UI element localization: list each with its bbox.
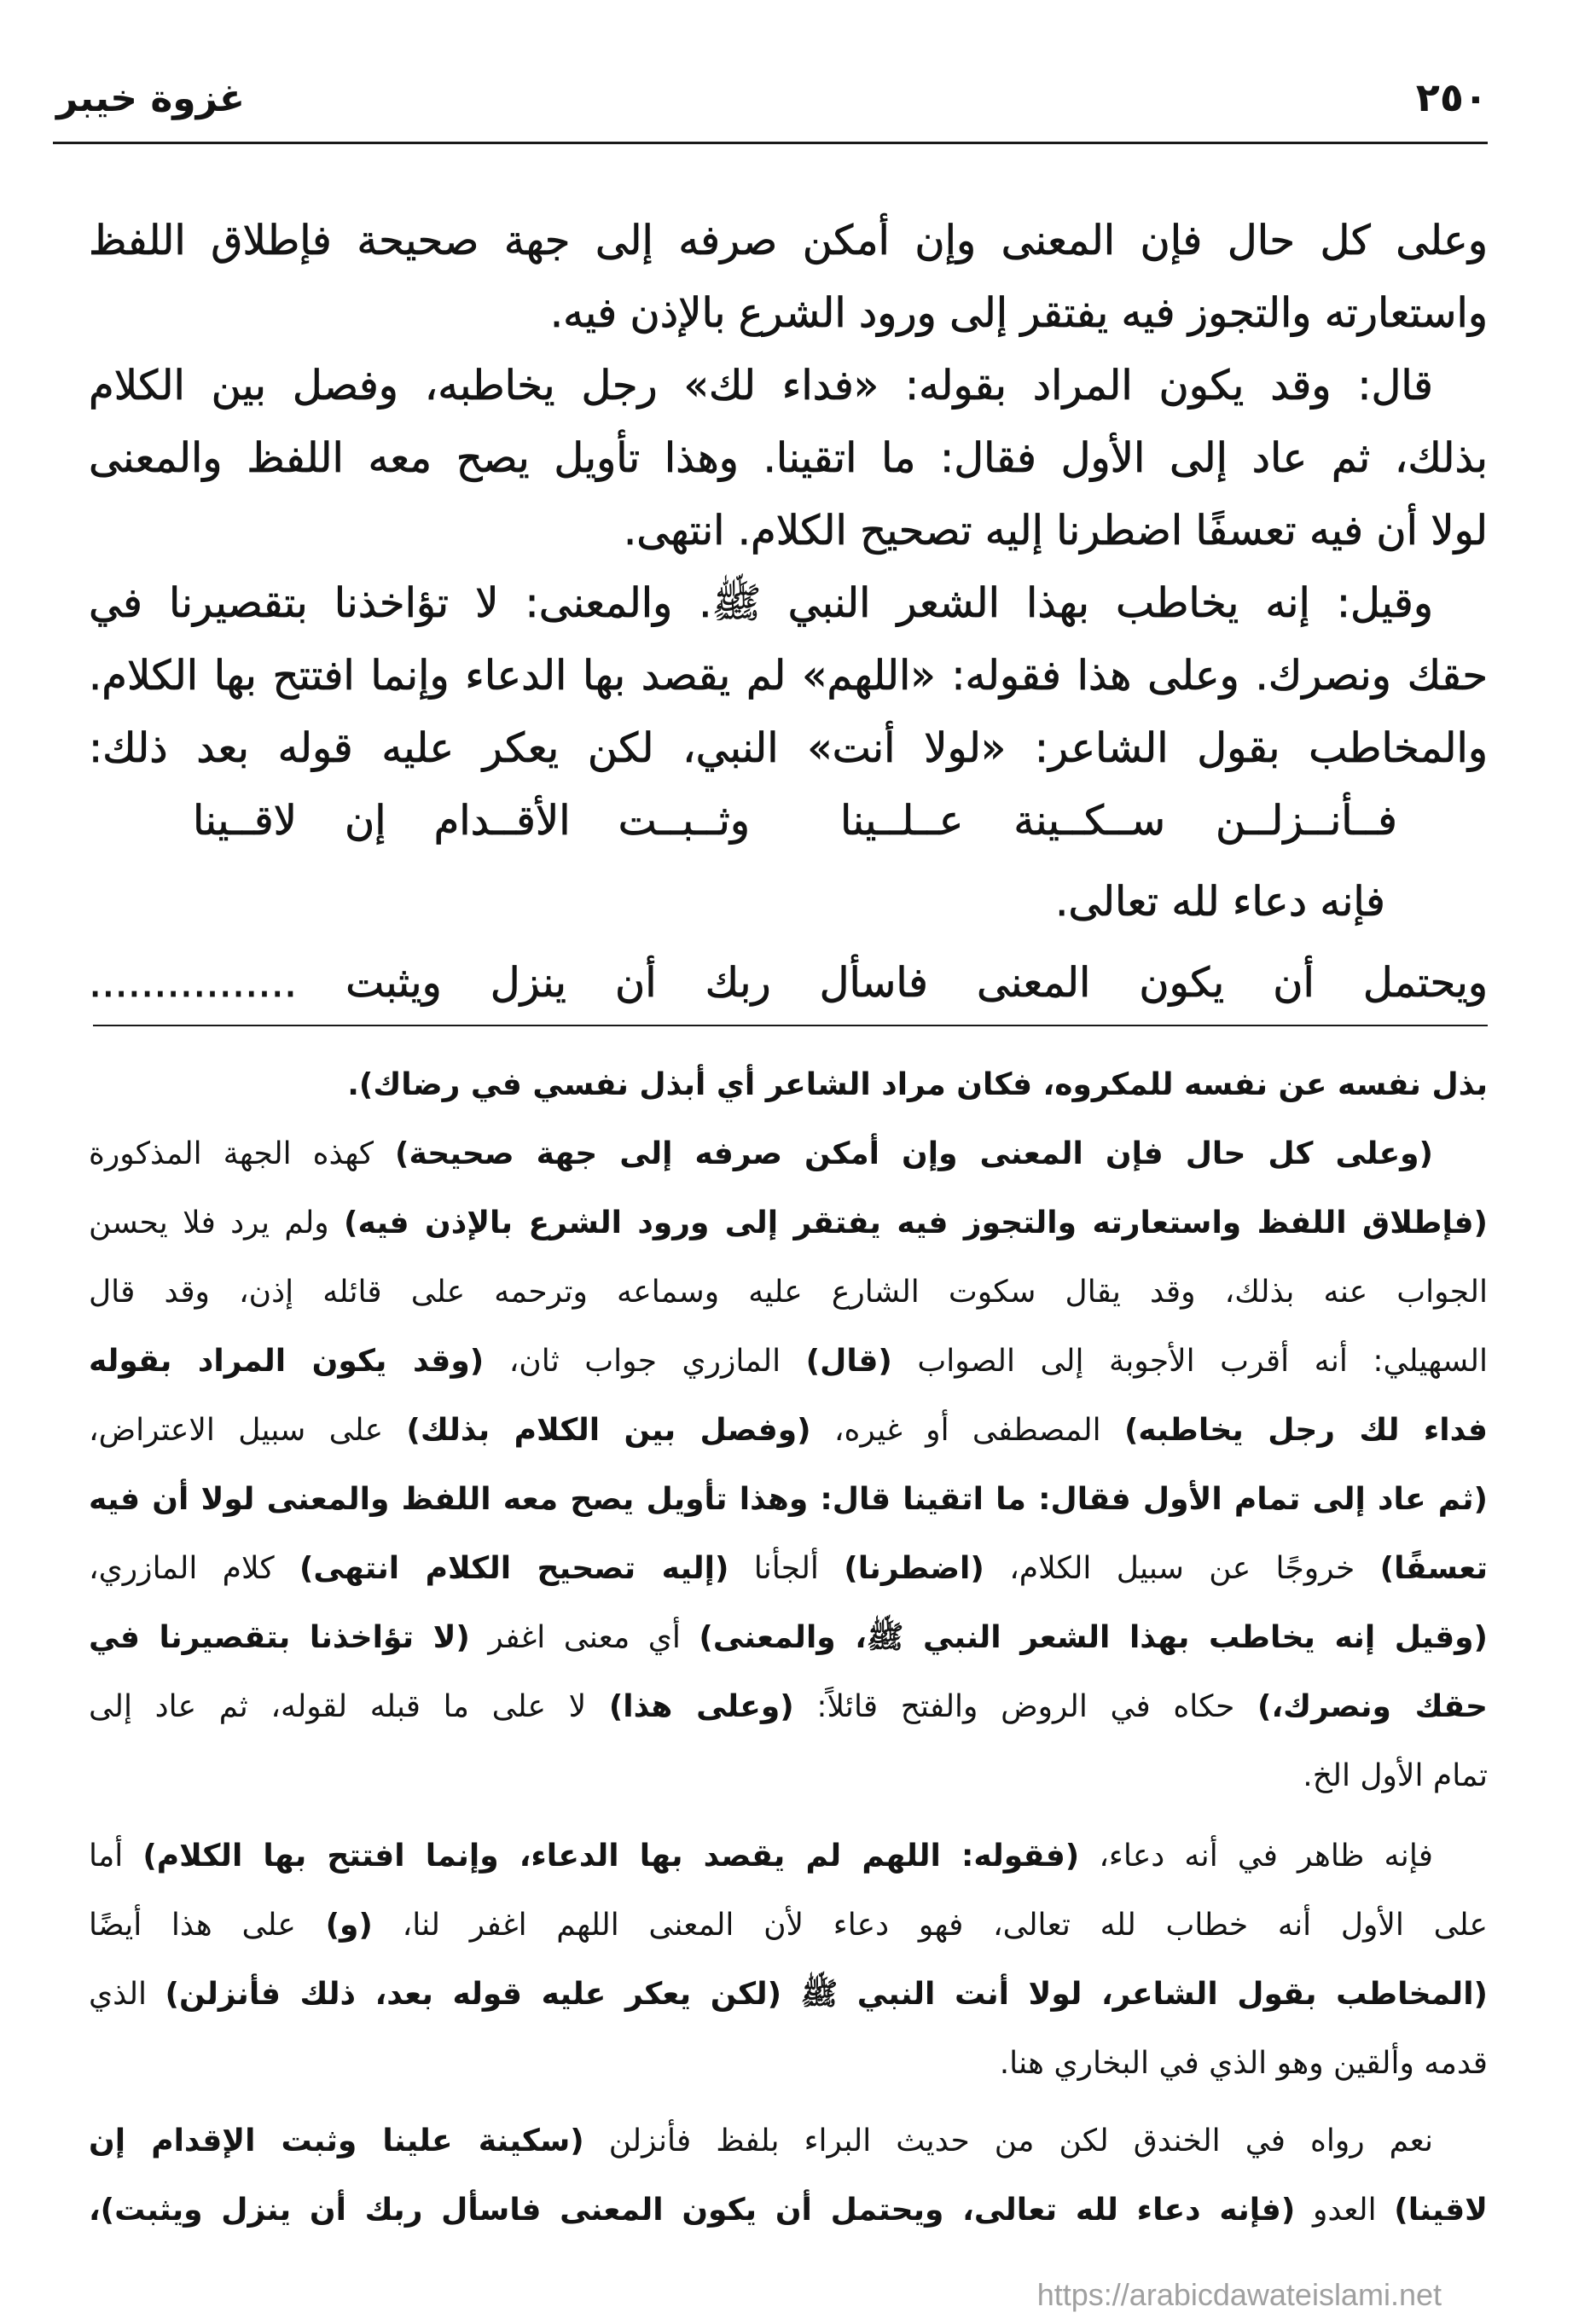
main-text-line: لولا أن فيه تعسفًا اضطرنا إليه تصحيح الكلام. انتهى. [623,507,1488,555]
commentary-explanation: نعم رواه في الخندق لكن من حديث البراء بلفظ فأنزلن [608,2124,1433,2158]
commentary-quoted-text: (فقوله: اللهم لم يقصد بها الدعاء، وإنما افتتح بها الكلام) [142,1839,1080,1874]
main-text-line: وقيل: إنه يخاطب بهذا الشعر النبي ﷺ. والمعنى: لا تؤاخذنا بتقصيرنا في [89,579,1433,627]
commentary-line [89,1465,1488,1534]
main-text-line: بذلك، ثم عاد إلى الأول فقال: ما اتقينا. وهذا تأويل يصح معه اللفظ والمعنى [89,434,1488,482]
main-text-line: فإنه دعاء لله تعالى. [1055,878,1385,926]
commentary-line [89,1534,1488,1603]
commentary-explanation: قدمه وألقين وهو الذي في البخاري هنا. [999,2046,1488,2081]
verse-first-hemistich: فــأنــزلــن ســكــينة عــلــينا [840,797,1397,845]
commentary-line [89,1050,1488,1119]
commentary-explanation: المصطفى أو غيره، [833,1413,1101,1448]
main-text-line: وعلى كل حال فإن المعنى وإن أمكن صرفه إلى جهة صحيحة فإطلاق اللفظ [89,217,1488,264]
verse-second-hemistich: وثــبــت الأقــدام إن لاقــينا [193,797,750,845]
commentary-line [89,1188,1488,1258]
commentary-explanation: ولم يرد فلا يحسن [89,1206,329,1240]
commentary-line [89,1960,1488,2029]
commentary-explanation: العدو [1312,2193,1377,2228]
commentary-line [89,1327,1488,1396]
commentary-explanation: لا على ما قبله لقوله، ثم عاد إلى [89,1689,587,1724]
commentary-line [89,1258,1488,1327]
commentary-quoted-text: (قال) [805,1344,892,1379]
commentary-line [89,1119,1488,1188]
commentary-quoted-text: (وقد يكون المراد بقوله [89,1344,485,1379]
commentary-line [89,2106,1488,2176]
commentary-line [89,1672,1488,1741]
commentary-paragraph [89,1821,1488,2098]
commentary-quoted-text: بذل نفسه عن نفسه للمكروه، فكان مراد الشاعر أي أبذل نفسي في رضاك). [347,1067,1488,1102]
commentary-quoted-text: (فإطلاق اللفظ واستعارته والتجوز فيه يفتقر إلى ورود الشرع بالإذن فيه) [344,1206,1488,1240]
main-text [89,205,1488,1020]
main-text-line: واستعارته والتجوز فيه يفتقر إلى ورود الشرع بالإذن فيه. [549,289,1488,337]
commentary-line [89,1396,1488,1465]
page-number: ٢٥٠ [1415,74,1488,120]
commentary-quoted-text: (لا تؤاخذنا بتقصيرنا في [89,1620,470,1655]
commentary-quoted-text: (وقيل إنه يخاطب بهذا الشعر النبي ﷺ، والمعنى) [699,1620,1488,1655]
commentary-paragraph [89,1050,1488,1810]
commentary-explanation: تمام الأول الخ. [1303,1758,1488,1793]
chapter-title: غزوة خيبر [56,77,246,120]
commentary-explanation: أي معنى اغفر [488,1620,681,1655]
watermark-url: https://arabicdawateislami.net [1036,2277,1442,2312]
commentary-quoted-text: (فإنه دعاء لله تعالى، ويحتمل أن يكون المعنى فاسأل ربك أن ينزل ويثبت)، [89,2193,1296,2228]
commentary-explanation: كلام المازري، [89,1551,275,1586]
commentary-explanation: حكاه في الروض والفتح قائلاً: [816,1689,1235,1724]
commentary-quoted-text: (و) [325,1908,373,1943]
footnote-separator [93,1025,1488,1026]
main-text-line: ويحتمل أن يكون المعنى فاسأل ربك أن ينزل ويثبت ................ [89,959,1488,1007]
commentary-quoted-text: فداء لك رجل يخاطبه) [1123,1413,1488,1448]
commentary-quoted-text: لاقينا) [1394,2193,1488,2228]
commentary-quoted-text: (المخاطب بقول الشاعر، لولا أنت النبي ﷺ (لكن يعكر عليه قوله بعد، ذلك فأنزلن) [165,1977,1488,2012]
header-rule [53,142,1488,144]
commentary-explanation: أما [89,1839,124,1874]
commentary-quoted-text: تعسفًا) [1379,1551,1488,1586]
commentary-line [89,2029,1488,2098]
commentary-explanation: السهيلي: أنه أقرب الأجوبة إلى الصواب [917,1344,1488,1379]
commentary-explanation: كهذه الجهة المذكورة [89,1136,374,1171]
main-text-line: قال: وقد يكون المراد بقوله: «فداء لك» رجل يخاطبه، وفصل بين الكلام [89,362,1433,410]
commentary-explanation: على هذا أيضًا [89,1908,296,1943]
commentary-paragraph [89,2106,1488,2245]
commentary-explanation: على الأول أنه خطاب لله تعالى، فهو دعاء لأن المعنى اللهم اغفر لنا، [402,1908,1488,1943]
commentary-quoted-text: (اضطرنا) [844,1551,984,1586]
commentary-line [89,1891,1488,1960]
commentary-line [89,1821,1488,1891]
commentary-quoted-text: (وعلى كل حال فإن المعنى وإن أمكن صرفه إلى جهة صحيحة) [395,1136,1433,1171]
commentary-explanation: فإنه ظاهر في أنه دعاء، [1099,1839,1433,1874]
commentary-line [89,1741,1488,1810]
commentary-explanation: خروجًا عن سبيل الكلام، [1009,1551,1355,1586]
commentary-quoted-text: (وعلى هذا) [608,1689,794,1724]
commentary-quoted-text: (إليه تصحيح الكلام انتهى) [299,1551,729,1586]
commentary-line [89,2176,1488,2245]
main-text-line: حقك ونصرك. وعلى هذا فقوله: «اللهم» لم يقصد بها الدعاء وإنما افتتح بها الكلام. [89,652,1488,700]
verse [89,785,1488,857]
commentary-explanation: ألجأنا [753,1551,819,1586]
commentary-explanation: على سبيل الاعتراض، [89,1413,384,1448]
commentary-line [89,1603,1488,1672]
commentary-explanation: الذي [89,1977,148,2012]
commentary-quoted-text: (ثم عاد إلى تمام الأول فقال: ما اتقينا قال: وهذا تأويل يصح معه اللفظ والمعنى لولا أن فيه [89,1482,1488,1517]
commentary-explanation: الجواب عنه بذلك، وقد يقال سكوت الشارع عليه وسماعه وترحمه على قائله إذن، وقد قال [89,1275,1488,1310]
commentary-quoted-text: (وفصل بين الكلام بذلك) [406,1413,811,1448]
commentary [89,1050,1488,2245]
commentary-explanation: المازري جواب ثان، [508,1344,781,1379]
commentary-quoted-text: حقك ونصرك،) [1257,1689,1488,1724]
commentary-quoted-text: (سكينة علينا وثبت الإقدام إن [89,2124,584,2158]
main-text-line: والمخاطب بقول الشاعر: «لولا أنت» النبي، لكن يعكر عليه قوله بعد ذلك: [89,724,1488,772]
